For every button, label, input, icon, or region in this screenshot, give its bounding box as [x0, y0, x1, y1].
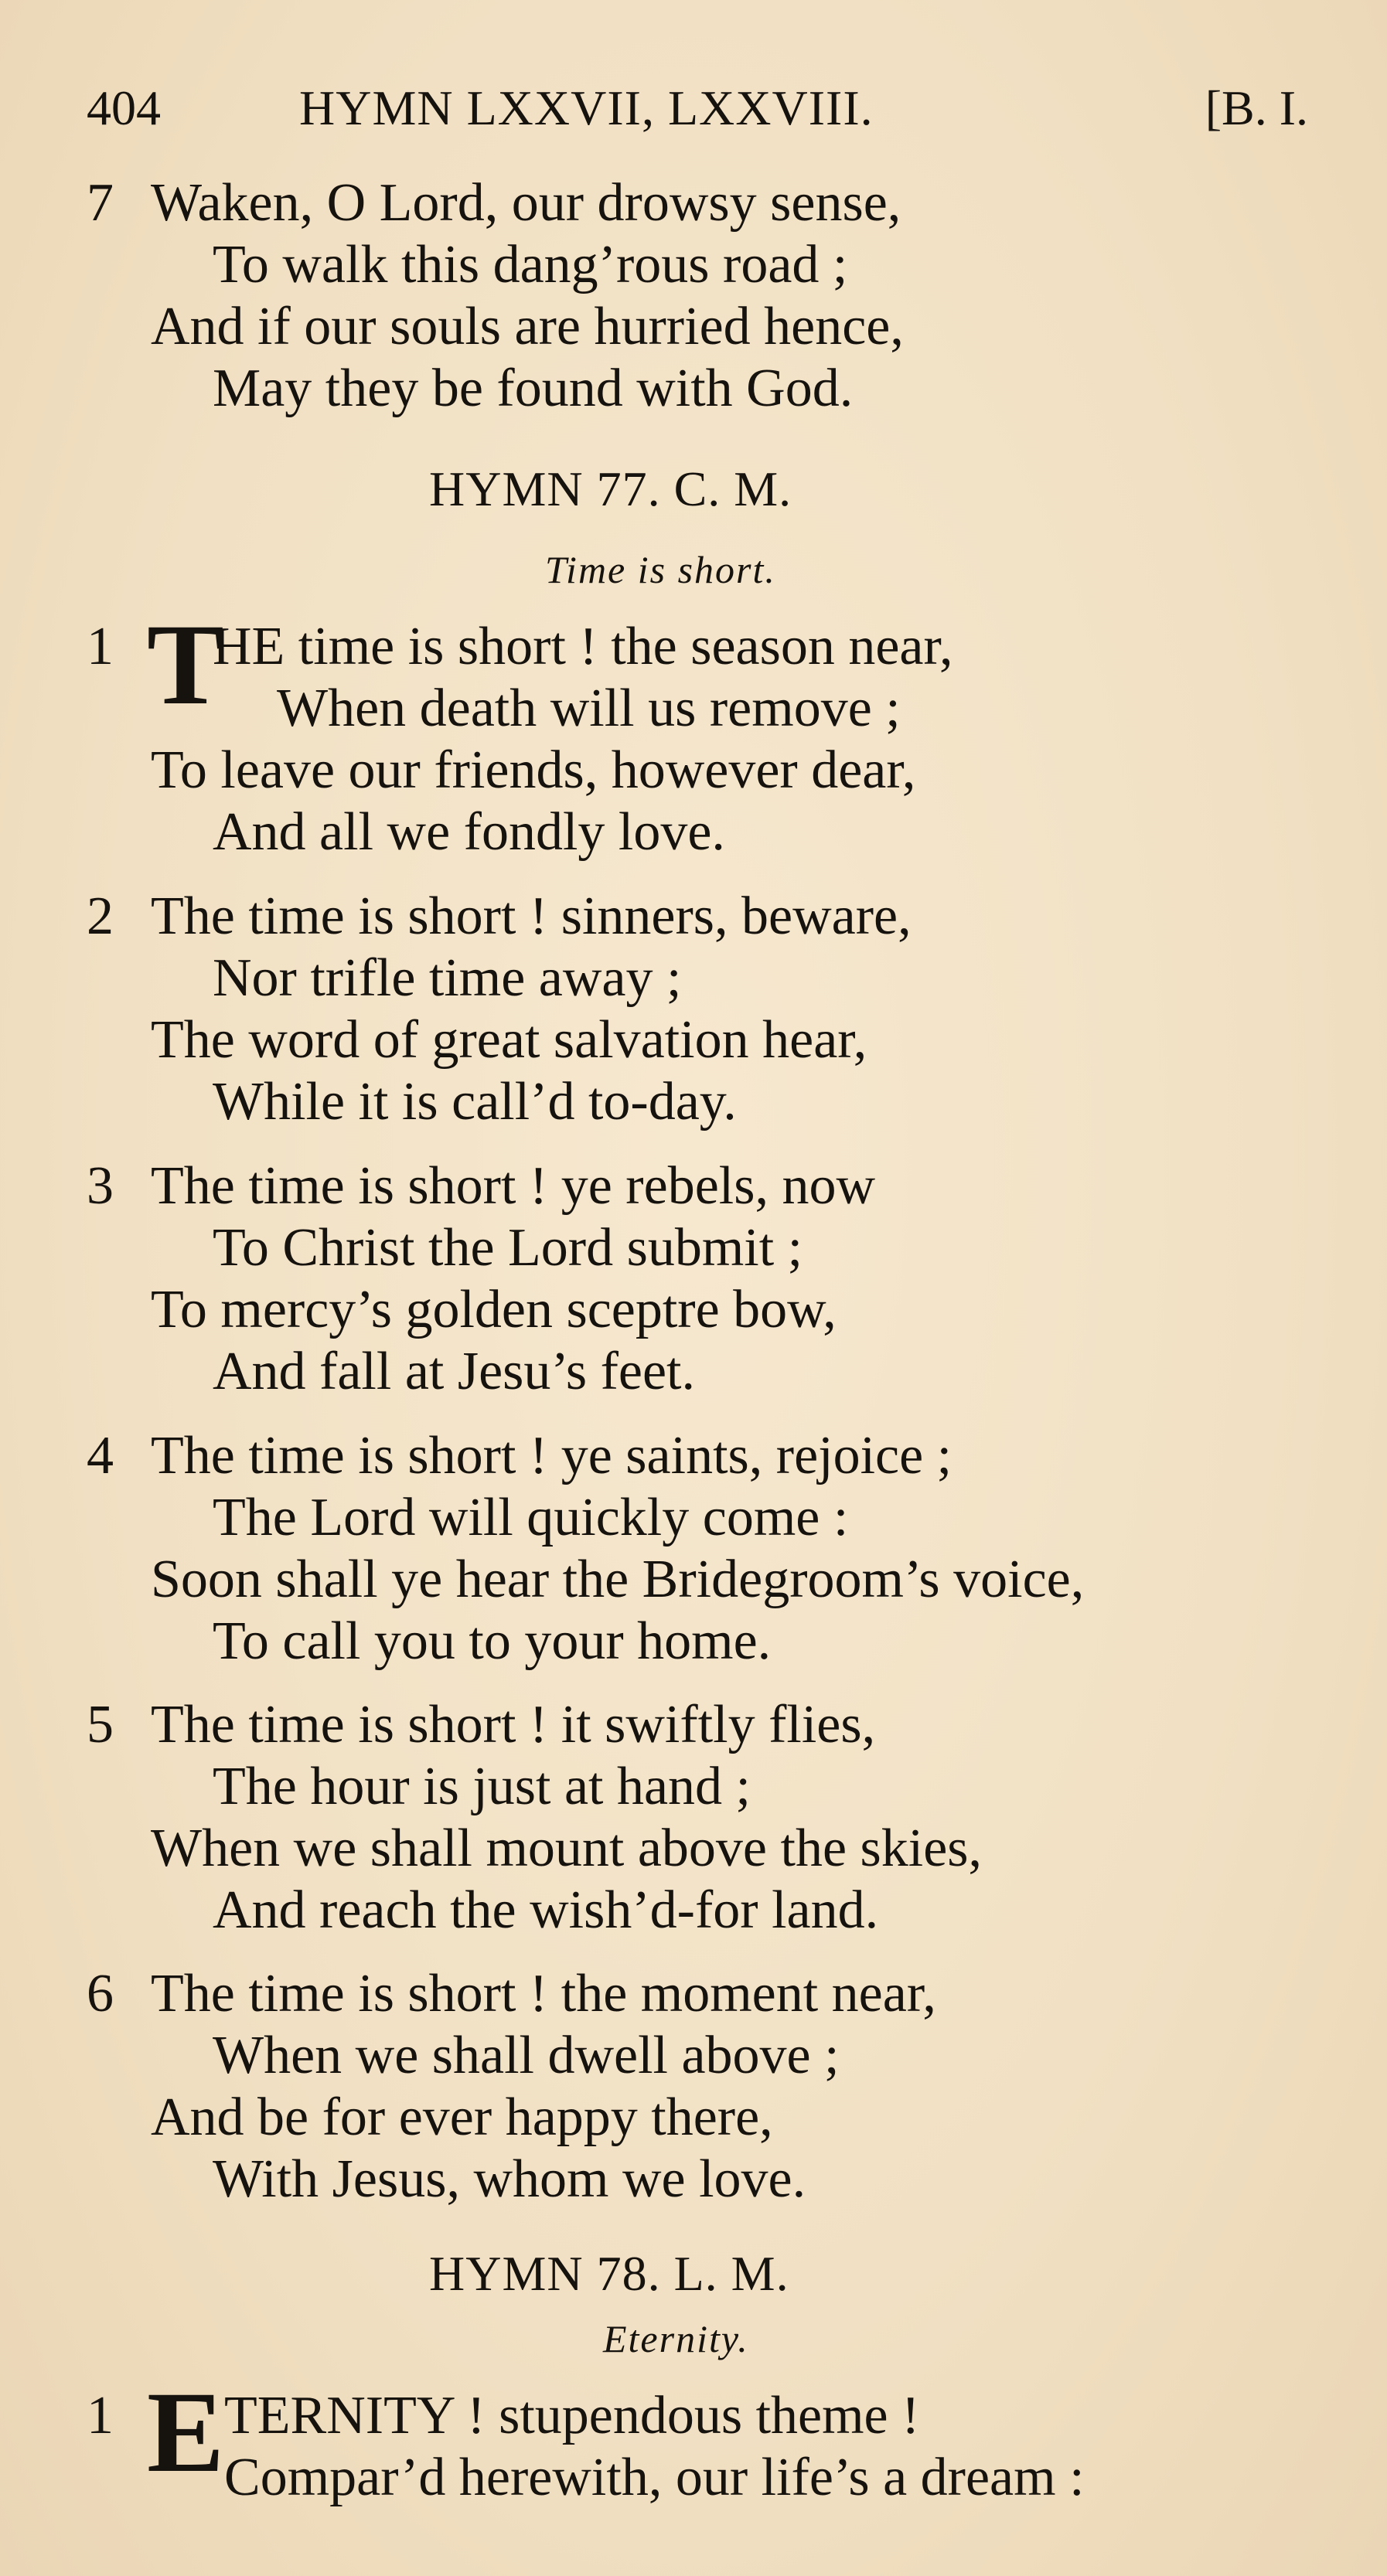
verse-number: 4	[87, 1426, 114, 1485]
verse-number: 5	[87, 1695, 114, 1754]
page-number: 404	[87, 80, 161, 135]
hymn-subtitle: Eternity.	[603, 2317, 749, 2360]
verse-line: To leave our friends, however dear,	[151, 740, 916, 800]
verse-line: The time is short ! the moment near,	[151, 1964, 936, 2023]
verse-number: 3	[87, 1156, 114, 1216]
verse-line: And all we fondly love.	[213, 802, 725, 862]
verse-line: To walk this dang’rous road ;	[213, 235, 848, 294]
drop-cap: T	[147, 601, 225, 729]
verse-line: TERNITY ! stupendous theme !	[224, 2386, 920, 2445]
verse-line: The hour is just at hand ;	[213, 1757, 751, 1816]
verse-line: To Christ the Lord submit ;	[213, 1218, 803, 1278]
running-title: HYMN LXXVII, LXXVIII.	[299, 80, 874, 135]
verse-line: HE time is short ! the season near,	[213, 617, 953, 676]
verse-number: 1	[87, 2386, 114, 2445]
verse-line: The Lord will quickly come :	[213, 1488, 849, 1547]
verse-line: Soon shall ye hear the Bridegroom’s voice,	[151, 1550, 1085, 1609]
verse-number: 2	[87, 886, 114, 946]
verse-line: The time is short ! ye saints, rejoice ;	[151, 1426, 952, 1485]
hymn-subtitle: Time is short.	[545, 548, 776, 591]
verse-line: To mercy’s golden sceptre bow,	[151, 1280, 837, 1339]
book-marker: [B. I.	[1205, 80, 1308, 135]
verse-line: To call you to your home.	[213, 1611, 772, 1671]
verse-line: May they be found with God.	[213, 359, 854, 418]
verse-line: The time is short ! sinners, beware,	[151, 886, 912, 946]
verse-line: When death will us remove ;	[277, 679, 901, 738]
verse-line: Compar’d herewith, our life’s a dream :	[224, 2448, 1085, 2507]
verse-line: And be for ever happy there,	[151, 2088, 773, 2147]
verse-line: The word of great salvation hear,	[151, 1010, 867, 1070]
verse-line: And fall at Jesu’s feet.	[213, 1342, 695, 1401]
verse-number: 1	[87, 617, 114, 676]
hymn-title: HYMN 77. C. M.	[429, 461, 792, 516]
verse-line: When we shall dwell above ;	[213, 2026, 840, 2085]
verse-line: With Jesus, whom we love.	[213, 2149, 806, 2209]
verse-number: 7	[87, 173, 114, 233]
verse-line: Nor trifle time away ;	[213, 948, 682, 1008]
verse-number: 6	[87, 1964, 114, 2023]
hymn-title: HYMN 78. L. M.	[429, 2246, 789, 2301]
running-header	[87, 73, 1308, 143]
verse-line: And if our souls are hurried hence,	[151, 297, 904, 356]
verse-line: While it is call’d to-day.	[213, 1072, 737, 1131]
verse-line: Waken, O Lord, our drowsy sense,	[151, 173, 901, 233]
drop-cap: E	[147, 2368, 225, 2496]
verse-line: When we shall mount above the skies,	[151, 1819, 983, 1878]
verse-line: And reach the wish’d-for land.	[213, 1880, 879, 1940]
verse-line: The time is short ! it swiftly flies,	[151, 1695, 876, 1754]
verse-line: The time is short ! ye rebels, now	[151, 1156, 876, 1216]
